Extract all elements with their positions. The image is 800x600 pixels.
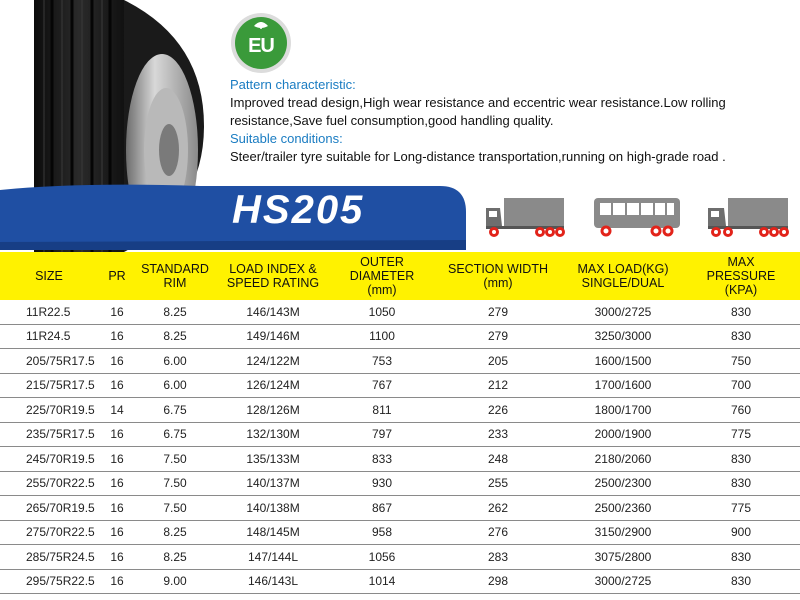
cell-size: 275/70R22.5: [0, 520, 98, 545]
conditions-heading: Suitable conditions:: [230, 131, 343, 146]
cell-section-width: 205: [432, 349, 564, 374]
cell-outer-diameter: 833: [332, 447, 432, 472]
header-line: PR: [108, 269, 126, 283]
cell-max-load: 3250/3000: [564, 324, 682, 349]
cell-outer-diameter: 958: [332, 520, 432, 545]
truck-icon: [484, 194, 566, 243]
cell-pr: 16: [98, 496, 136, 521]
cell-outer-diameter: 1014: [332, 569, 432, 594]
conditions-text: Steer/trailer tyre suitable for Long-distance transportation,running on high-grade road .: [230, 149, 726, 164]
pattern-text-line1: Improved tread design,High wear resistance and eccentric wear resistance.Low rolling: [230, 95, 726, 110]
cell-section-width: 298: [432, 569, 564, 594]
cell-standard-rim: 8.25: [136, 324, 214, 349]
cell-standard-rim: 7.50: [136, 447, 214, 472]
table-row: [0, 471, 800, 496]
header-line: (KPA): [724, 283, 758, 297]
cell-max-load: 2180/2060: [564, 447, 682, 472]
cell-load-index-speed-rating: 146/143L: [214, 569, 332, 594]
header-line: MAX: [727, 255, 755, 269]
header-line: (mm): [367, 283, 397, 297]
cell-pr: 14: [98, 398, 136, 423]
cell-load-index-speed-rating: 146/143M: [214, 300, 332, 324]
table-row: [0, 324, 800, 349]
pattern-description: [230, 76, 795, 166]
cell-load-index-speed-rating: 140/137M: [214, 471, 332, 496]
header-size: [0, 252, 98, 300]
cell-max-pressure: 760: [682, 398, 800, 423]
cell-size: 245/70R19.5: [0, 447, 98, 472]
cell-max-pressure: 830: [682, 471, 800, 496]
cell-max-load: 3000/2725: [564, 300, 682, 324]
cell-size: 11R24.5: [0, 324, 98, 349]
cell-pr: 16: [98, 545, 136, 570]
cell-size: 11R22.5: [0, 300, 98, 324]
cell-size: 295/75R22.5: [0, 569, 98, 594]
cell-max-load: 2000/1900: [564, 422, 682, 447]
cell-load-index-speed-rating: 128/126M: [214, 398, 332, 423]
header-pr: [98, 252, 136, 300]
eu-badge-icon: [230, 12, 292, 74]
cell-standard-rim: 8.25: [136, 520, 214, 545]
table-row: [0, 520, 800, 545]
cell-section-width: 248: [432, 447, 564, 472]
cell-max-load: 1800/1700: [564, 398, 682, 423]
header-line: SPEED RATING: [226, 276, 320, 290]
header-max-pressure: [682, 252, 800, 300]
cell-max-pressure: 900: [682, 520, 800, 545]
cell-max-pressure: 700: [682, 373, 800, 398]
bus-icon: [592, 194, 684, 243]
cell-max-load: 1600/1500: [564, 349, 682, 374]
cell-max-load: 2500/2300: [564, 471, 682, 496]
header-outer-diameter: [332, 252, 432, 300]
table-row: [0, 398, 800, 423]
cell-section-width: 262: [432, 496, 564, 521]
header-line: MAX LOAD(KG): [577, 262, 669, 276]
cell-size: 225/70R19.5: [0, 398, 98, 423]
cell-outer-diameter: 797: [332, 422, 432, 447]
cell-pr: 16: [98, 300, 136, 324]
header-line: SIZE: [35, 269, 63, 283]
cell-standard-rim: 7.50: [136, 496, 214, 521]
header-line: LOAD INDEX &: [229, 262, 317, 276]
cell-load-index-speed-rating: 140/138M: [214, 496, 332, 521]
table-row: [0, 545, 800, 570]
cell-outer-diameter: 753: [332, 349, 432, 374]
table-row: [0, 422, 800, 447]
cell-load-index-speed-rating: 149/146M: [214, 324, 332, 349]
table-row: [0, 373, 800, 398]
cell-standard-rim: 8.25: [136, 300, 214, 324]
cell-size: 265/70R19.5: [0, 496, 98, 521]
model-name: HS205: [232, 188, 365, 232]
table-row: [0, 496, 800, 521]
table-row: [0, 569, 800, 594]
cell-load-index-speed-rating: 124/122M: [214, 349, 332, 374]
cell-max-pressure: 830: [682, 324, 800, 349]
cell-max-pressure: 830: [682, 569, 800, 594]
table-row: [0, 300, 800, 324]
cell-size: 215/75R17.5: [0, 373, 98, 398]
cell-section-width: 233: [432, 422, 564, 447]
header-max-load: [564, 252, 682, 300]
cell-pr: 16: [98, 349, 136, 374]
header-line: OUTER: [360, 255, 404, 269]
table-row: [0, 349, 800, 374]
cell-max-load: 3150/2900: [564, 520, 682, 545]
cell-pr: 16: [98, 569, 136, 594]
cell-standard-rim: 9.00: [136, 569, 214, 594]
cell-section-width: 283: [432, 545, 564, 570]
cell-size: 285/75R24.5: [0, 545, 98, 570]
cell-outer-diameter: 1050: [332, 300, 432, 324]
cell-pr: 16: [98, 520, 136, 545]
cell-size: 235/75R17.5: [0, 422, 98, 447]
cell-pr: 16: [98, 447, 136, 472]
cell-standard-rim: 6.00: [136, 349, 214, 374]
cell-max-pressure: 775: [682, 422, 800, 447]
cell-size: 205/75R17.5: [0, 349, 98, 374]
header-line: PRESSURE: [706, 269, 776, 283]
table-body: [0, 300, 800, 594]
cell-outer-diameter: 930: [332, 471, 432, 496]
cell-load-index-speed-rating: 126/124M: [214, 373, 332, 398]
eu-badge-label: EU: [248, 35, 274, 57]
header-line: RIM: [163, 276, 187, 290]
cell-section-width: 226: [432, 398, 564, 423]
cell-outer-diameter: 867: [332, 496, 432, 521]
cell-max-load: 3075/2800: [564, 545, 682, 570]
cell-standard-rim: 6.75: [136, 422, 214, 447]
cell-section-width: 279: [432, 324, 564, 349]
cell-standard-rim: 8.25: [136, 545, 214, 570]
trailer-truck-icon: [706, 194, 790, 243]
cell-load-index-speed-rating: 132/130M: [214, 422, 332, 447]
header-line: SECTION WIDTH: [448, 262, 548, 276]
cell-max-load: 2500/2360: [564, 496, 682, 521]
cell-outer-diameter: 1100: [332, 324, 432, 349]
pattern-heading: Pattern characteristic:: [230, 77, 356, 92]
cell-load-index-speed-rating: 135/133M: [214, 447, 332, 472]
pattern-text-line2: resistance,Save fuel consumption,good handling quality.: [230, 113, 554, 128]
table-header-row: [0, 252, 800, 300]
cell-load-index-speed-rating: 147/144L: [214, 545, 332, 570]
cell-max-pressure: 830: [682, 300, 800, 324]
cell-pr: 16: [98, 422, 136, 447]
cell-standard-rim: 6.75: [136, 398, 214, 423]
cell-pr: 16: [98, 324, 136, 349]
header-standard-rim: [136, 252, 214, 300]
cell-standard-rim: 6.00: [136, 373, 214, 398]
cell-outer-diameter: 811: [332, 398, 432, 423]
cell-outer-diameter: 767: [332, 373, 432, 398]
header-line: (mm): [483, 276, 513, 290]
cell-section-width: 255: [432, 471, 564, 496]
spec-table: [0, 252, 800, 594]
cell-standard-rim: 7.50: [136, 471, 214, 496]
cell-max-load: 1700/1600: [564, 373, 682, 398]
cell-section-width: 276: [432, 520, 564, 545]
cell-max-load: 3000/2725: [564, 569, 682, 594]
header-line: SINGLE/DUAL: [581, 276, 665, 290]
cell-max-pressure: 750: [682, 349, 800, 374]
cell-max-pressure: 775: [682, 496, 800, 521]
cell-pr: 16: [98, 471, 136, 496]
header-line: DIAMETER: [349, 269, 415, 283]
cell-load-index-speed-rating: 148/145M: [214, 520, 332, 545]
cell-section-width: 279: [432, 300, 564, 324]
cell-size: 255/70R22.5: [0, 471, 98, 496]
header-load-index-speed-rating: [214, 252, 332, 300]
header-section-width: [432, 252, 564, 300]
cell-max-pressure: 830: [682, 545, 800, 570]
cell-section-width: 212: [432, 373, 564, 398]
header-line: STANDARD: [141, 262, 209, 276]
table-row: [0, 447, 800, 472]
cell-max-pressure: 830: [682, 447, 800, 472]
cell-pr: 16: [98, 373, 136, 398]
cell-outer-diameter: 1056: [332, 545, 432, 570]
